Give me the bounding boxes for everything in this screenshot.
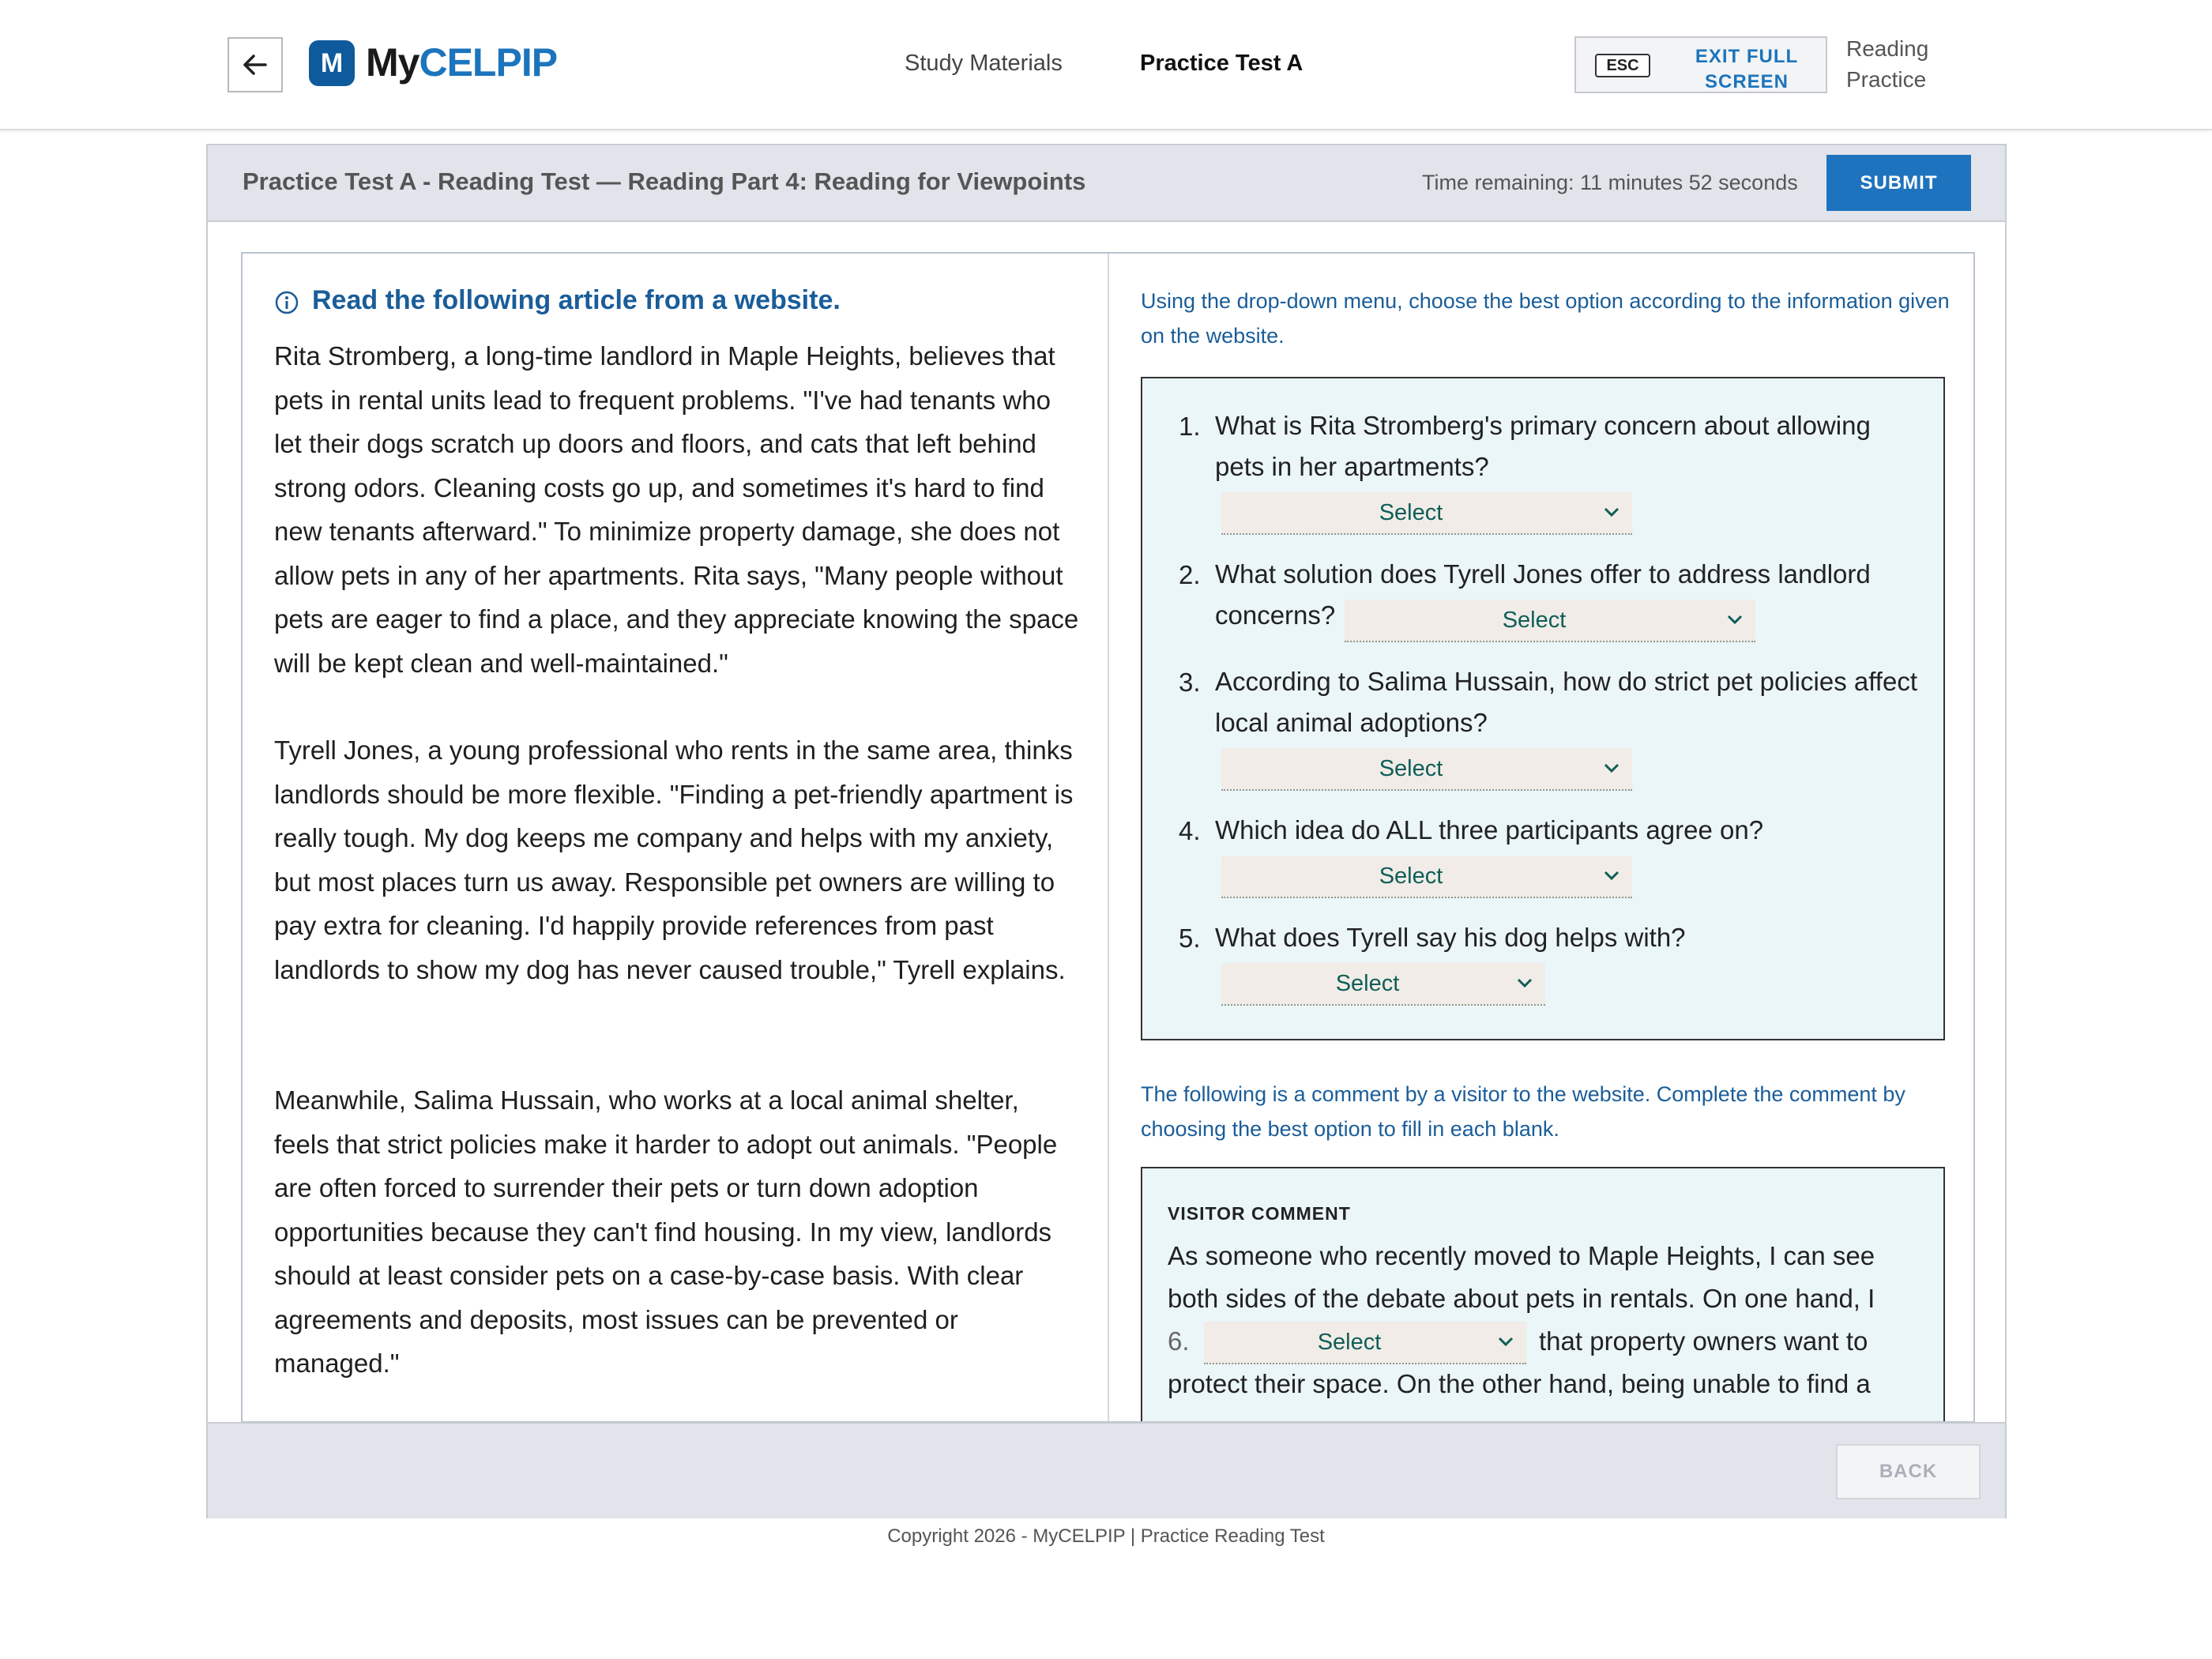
time-remaining: Time remaining: 11 minutes 52 seconds bbox=[1422, 171, 1798, 194]
question-number: 2. bbox=[1179, 560, 1201, 589]
arrow-left-icon bbox=[243, 54, 268, 76]
nav-study-materials[interactable]: Study Materials bbox=[905, 51, 1063, 76]
comment-text: both sides of the debate about pets in rentals. On one hand, I bbox=[1168, 1284, 1875, 1313]
dropdown-value: Select bbox=[1335, 971, 1400, 996]
chevron-down-icon bbox=[1604, 762, 1620, 773]
question-text: According to Salima Hussain, how do strict pet policies affect local animal adoptions? bbox=[1215, 667, 1917, 737]
comment-text: As someone who recently moved to Maple Heights, I can see bbox=[1168, 1241, 1875, 1270]
questions-instruction: Using the drop-down menu, choose the best option according to the information given on the website. bbox=[1141, 289, 1950, 348]
comment-text: protect their space. On the other hand, being unable to find a bbox=[1168, 1369, 1871, 1398]
question-5-dropdown[interactable] bbox=[1221, 963, 1545, 1006]
question-text: What solution does Tyrell Jones offer to address landlord concerns? bbox=[1215, 559, 1871, 630]
esc-key-badge: ESC bbox=[1595, 54, 1650, 77]
article-paragraph: Rita Stromberg, a long-time landlord in Maple Heights, believes that pets in rental units lead to frequent problems. "I've had tenants who let their dogs scratch up doors and floors, and cats that left behind strong odors. Cleaning costs go up, and sometimes it's hard to find new tenants afterward." To minimize property damage, she does not allow pets in any of her apartments. Rita says, "Many people without pets are eager to find a place, and they appreciate knowing the space will be kept clean and well-maintained." bbox=[274, 341, 1079, 678]
dropdown-value: Select bbox=[1379, 500, 1443, 525]
question-text: Which idea do ALL three participants agree on? bbox=[1215, 815, 1764, 845]
visitor-comment-title: VISITOR COMMENT bbox=[1168, 1203, 1351, 1224]
test-title: Practice Test A - Reading Test — Reading Part 4: Reading for Viewpoints bbox=[243, 167, 1086, 195]
question-3-dropdown[interactable] bbox=[1221, 748, 1632, 791]
exit-full-screen-button[interactable] bbox=[1574, 36, 1827, 93]
question-number: 1. bbox=[1179, 412, 1201, 441]
dropdown-value: Select bbox=[1317, 1330, 1382, 1355]
article-paragraph: Tyrell Jones, a young professional who rents in the same area, thinks landlords should be more flexible. "Finding a pet-friendly apartment is really tough. My dog keeps me company and helps with my anxiety, but most places turn us away. Responsible pet owners are willing to pay extra for cleaning. I'd happily provide references from past landlords to show my dog has never caused trouble," Tyrell explains. bbox=[274, 735, 1074, 984]
dropdown-value: Select bbox=[1379, 756, 1443, 781]
chevron-down-icon bbox=[1727, 614, 1743, 625]
question-2-dropdown[interactable] bbox=[1345, 600, 1755, 642]
question-4-dropdown[interactable] bbox=[1221, 856, 1632, 898]
question-number: 4. bbox=[1179, 816, 1201, 845]
questions-box bbox=[1141, 377, 1945, 1040]
content-area bbox=[241, 252, 1975, 1423]
chevron-down-icon bbox=[1517, 977, 1533, 988]
dropdown-value: Select bbox=[1379, 863, 1443, 889]
question-text: What does Tyrell say his dog helps with? bbox=[1215, 923, 1686, 952]
questions-pane[interactable] bbox=[1109, 254, 1975, 1423]
question-1-dropdown[interactable] bbox=[1221, 492, 1632, 535]
comment-instruction: The following is a comment by a visitor to the website. Complete the comment by choosing the best option to fill in each blank. bbox=[1141, 1082, 1905, 1141]
blank-6-dropdown[interactable] bbox=[1204, 1322, 1526, 1364]
back-button[interactable]: BACK bbox=[1836, 1444, 1981, 1499]
logo-text[interactable] bbox=[366, 40, 557, 85]
dropdown-value: Select bbox=[1502, 608, 1567, 633]
chevron-down-icon bbox=[1604, 506, 1620, 517]
logo-celpip: CELPIP bbox=[419, 40, 558, 85]
comment-text: that property owners want to bbox=[1539, 1326, 1868, 1356]
nav-practice-test[interactable]: Practice Test A bbox=[1140, 51, 1304, 76]
top-header bbox=[0, 0, 2212, 130]
question-text: What is Rita Stromberg's primary concern about allowing pets in her apartments? bbox=[1215, 411, 1871, 481]
mode-label: Reading Practice bbox=[1846, 36, 1929, 92]
article-instruction: Read the following article from a website. bbox=[312, 285, 841, 315]
question-number: 3. bbox=[1179, 668, 1201, 697]
test-footer bbox=[208, 1422, 2005, 1518]
chevron-down-icon bbox=[1604, 870, 1620, 881]
visitor-comment-box bbox=[1141, 1167, 1945, 1423]
article-pane[interactable] bbox=[243, 254, 1109, 1423]
chevron-down-icon bbox=[1498, 1336, 1514, 1347]
test-header bbox=[208, 145, 2005, 222]
blank-number: 6. bbox=[1168, 1326, 1190, 1356]
logo-mark: M bbox=[309, 40, 355, 86]
article-paragraph: Meanwhile, Salima Hussain, who works at a local animal shelter, feels that strict policies make it harder to adopt out animals. "People are often forced to surrender their pets or turn down adoption opportunities because they can't find housing. In my view, landlords should at least consider pets on a case-by-case basis. With clear agreements and deposits, most issues can be prevented or managed." bbox=[274, 1085, 1058, 1378]
test-frame bbox=[206, 144, 2007, 1518]
copyright: Copyright 2026 - MyCELPIP | Practice Reading Test bbox=[887, 1525, 1325, 1547]
submit-button[interactable]: SUBMIT bbox=[1826, 155, 1971, 211]
question-number: 5. bbox=[1179, 924, 1201, 953]
back-arrow-button[interactable] bbox=[228, 37, 283, 92]
info-icon bbox=[274, 290, 299, 315]
exit-full-screen-label: EXIT FULL SCREEN bbox=[1695, 46, 1799, 92]
logo-my: My bbox=[366, 40, 419, 85]
